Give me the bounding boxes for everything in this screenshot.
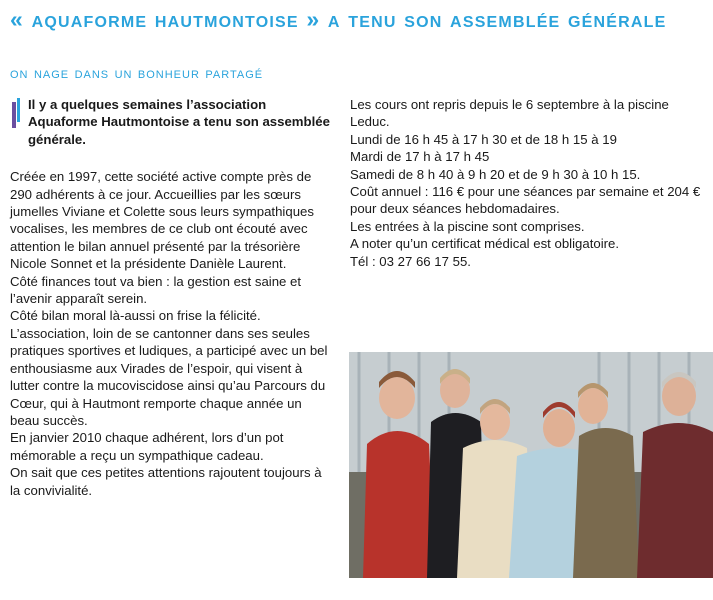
- lead-text: Il y a quelques semaines l’association Aquaforme Hautmontoise a tenu son assemblée générale.: [28, 97, 330, 147]
- group-photo-image: [349, 352, 713, 578]
- dropcap-accent: [17, 98, 20, 122]
- article-lead: [10, 96, 332, 148]
- paragraph: Créée en 1997, cette société active compte près de 290 adhérents à ce jour. Accueillies par les sœurs jumelles Viviane et Colette sous leurs sympathiques vocalises, les membres de ce club ont écouté avec attention le bilan annuel présenté par la trésorière Nicole Sonnet et la présidente Danièle Laurent.: [10, 169, 314, 272]
- info-line: Coût annuel : 116 € pour une séances par semaine et 204 € pour deux séances hebdomadaires.: [350, 184, 701, 217]
- article-subhead: on nage dans un bonheur partagé: [10, 65, 264, 82]
- paragraph: Côté bilan moral là-aussi on frise la félicité.: [10, 308, 261, 324]
- group-photo: [349, 352, 713, 578]
- info-line: Les entrées à la piscine sont comprises.: [350, 218, 585, 234]
- paragraph: L’association, loin de se cantonner dans ses seules pratiques sportives et ludiques, a participé avec un bel enthousiasme aux Virades de l’espoir, qui visent à lutter contre la mucoviscidose ainsi qu’au Parcours du Cœur, qui à Hautmont remporte chaque année un beau succès.: [10, 325, 328, 428]
- paragraph: En janvier 2010 chaque adhérent, lors d’un pot mémorable a reçu un sympathique cadeau.: [10, 430, 284, 463]
- info-line: Lundi de 16 h 45 à 17 h 30 et de 18 h 15 à 19: [350, 131, 617, 147]
- right-column: [350, 96, 705, 270]
- info-line: Les cours ont repris depuis le 6 septembre à la piscine Leduc.: [350, 97, 669, 130]
- dropcap-bar: [12, 102, 16, 128]
- info-line: Samedi de 8 h 40 à 9 h 20 et de 9 h 30 à 10 h 15.: [350, 166, 641, 182]
- article-headline: « aquaforme hautmontoise » a tenu son assemblée générale: [10, 6, 667, 32]
- left-column: [10, 96, 332, 499]
- info-line: A noter qu’un certificat médical est obligatoire.: [350, 236, 620, 252]
- info-line: Tél : 03 27 66 17 55.: [350, 253, 471, 269]
- paragraph: On sait que ces petites attentions rajoutent toujours à la convivialité.: [10, 465, 322, 498]
- paragraph: Côté finances tout va bien : la gestion est saine et l’avenir apparaît serein.: [10, 273, 302, 307]
- info-line: Mardi de 17 h à 17 h 45: [350, 149, 490, 165]
